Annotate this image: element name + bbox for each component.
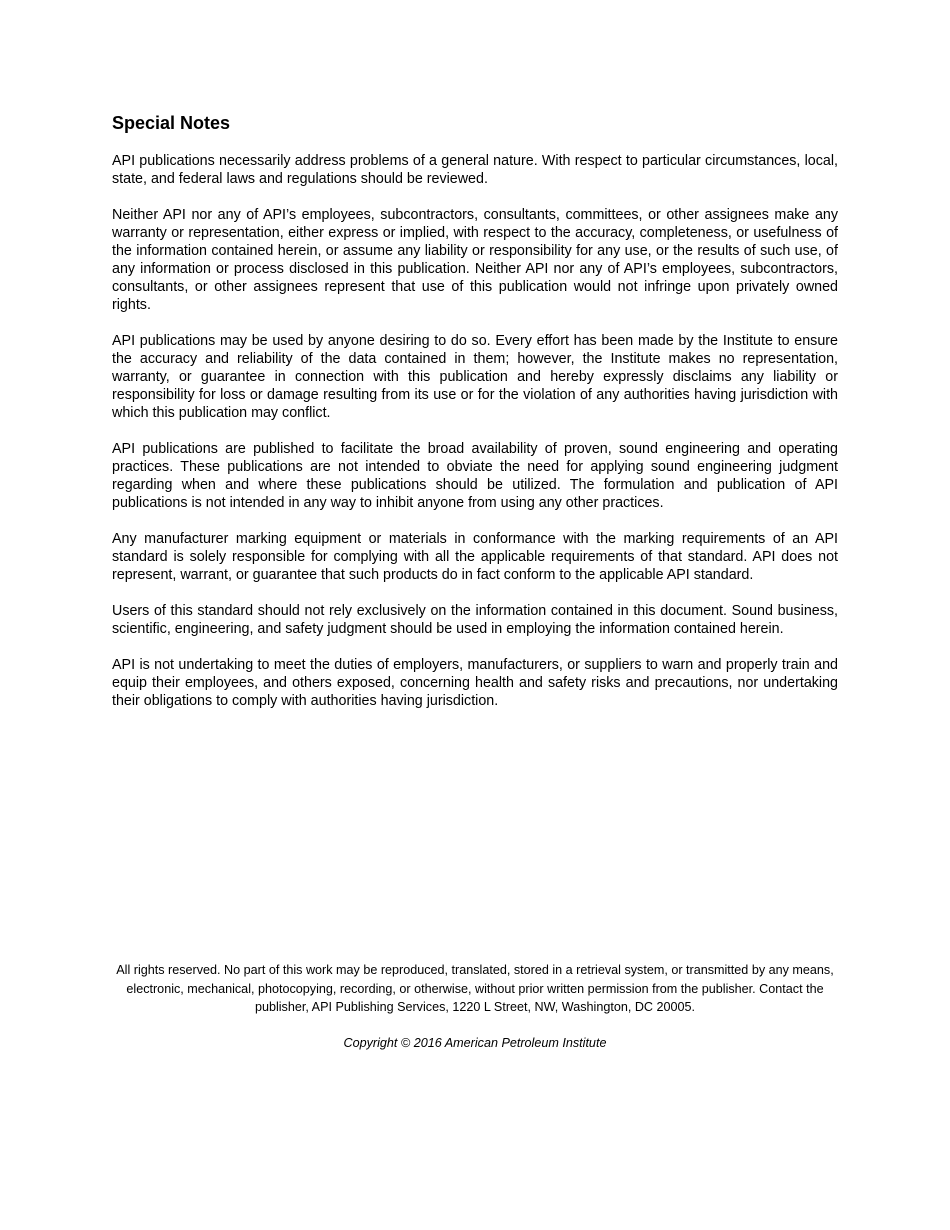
page-title: Special Notes <box>112 113 231 133</box>
notes-paragraph: Users of this standard should not rely exclusively on the information contained in this document. Sound business, scientific, engineering, and safety judgment should be used in employing the information contained herein. <box>112 603 838 637</box>
copyright-notice: Copyright © 2016 American Petroleum Institute <box>343 1035 607 1050</box>
notes-paragraph: API publications may be used by anyone desiring to do so. Every effort has been made by the Institute to ensure the accuracy and reliability of the data contained in them; however, the Institute makes no representation, warranty, or guarantee in connection with this publication and hereby expressly disclaims any liability or responsibility for loss or damage resulting from its use or for the violation of any authorities having jurisdiction with which this publication may conflict. <box>112 333 838 421</box>
page-footer <box>112 961 838 1052</box>
notes-paragraph: API is not undertaking to meet the duties of employers, manufacturers, or suppliers to warn and properly train and equip their employees, and others exposed, concerning health and safety risks and precautions, nor undertaking their obligations to comply with authorities having jurisdiction. <box>112 657 838 709</box>
notes-paragraph: Neither API nor any of API’s employees, subcontractors, consultants, committees, or other assignees make any warranty or representation, either express or implied, with respect to the accuracy, completeness, or usefulness of the information contained herein, or assume any liability or responsibility for any use, or the results of such use, of any information or process disclosed in this publication. Neither API nor any of API’s employees, subcontractors, consultants, or other assignees represent that use of this publication would not infringe upon privately owned rights. <box>112 207 838 313</box>
notes-paragraph: Any manufacturer marking equipment or materials in conformance with the marking requirements of an API standard is solely responsible for complying with all the applicable requirements of that standard. API does not represent, warrant, or guarantee that such products do in fact conform to the applicable API standard. <box>112 531 838 583</box>
notes-paragraph: API publications necessarily address problems of a general nature. With respect to particular circumstances, local, state, and federal laws and regulations should be reviewed. <box>112 153 838 187</box>
notes-paragraph: API publications are published to facilitate the broad availability of proven, sound engineering and operating practices. These publications are not intended to obviate the need for applying sound engineering judgment regarding when and where these publications should be utilized. The formulation and publication of API publications is not intended in any way to inhibit anyone from using any other practices. <box>112 441 838 511</box>
rights-notice: All rights reserved. No part of this work may be reproduced, translated, stored in a retrieval system, or transmitted by any means, electronic, mechanical, photocopying, recording, or otherwise, without prior written permission from the publisher. Contact the publisher, API Publishing Services, 1220 L Street, NW, Washington, DC 20005. <box>116 963 834 1014</box>
notes-body <box>112 152 838 728</box>
